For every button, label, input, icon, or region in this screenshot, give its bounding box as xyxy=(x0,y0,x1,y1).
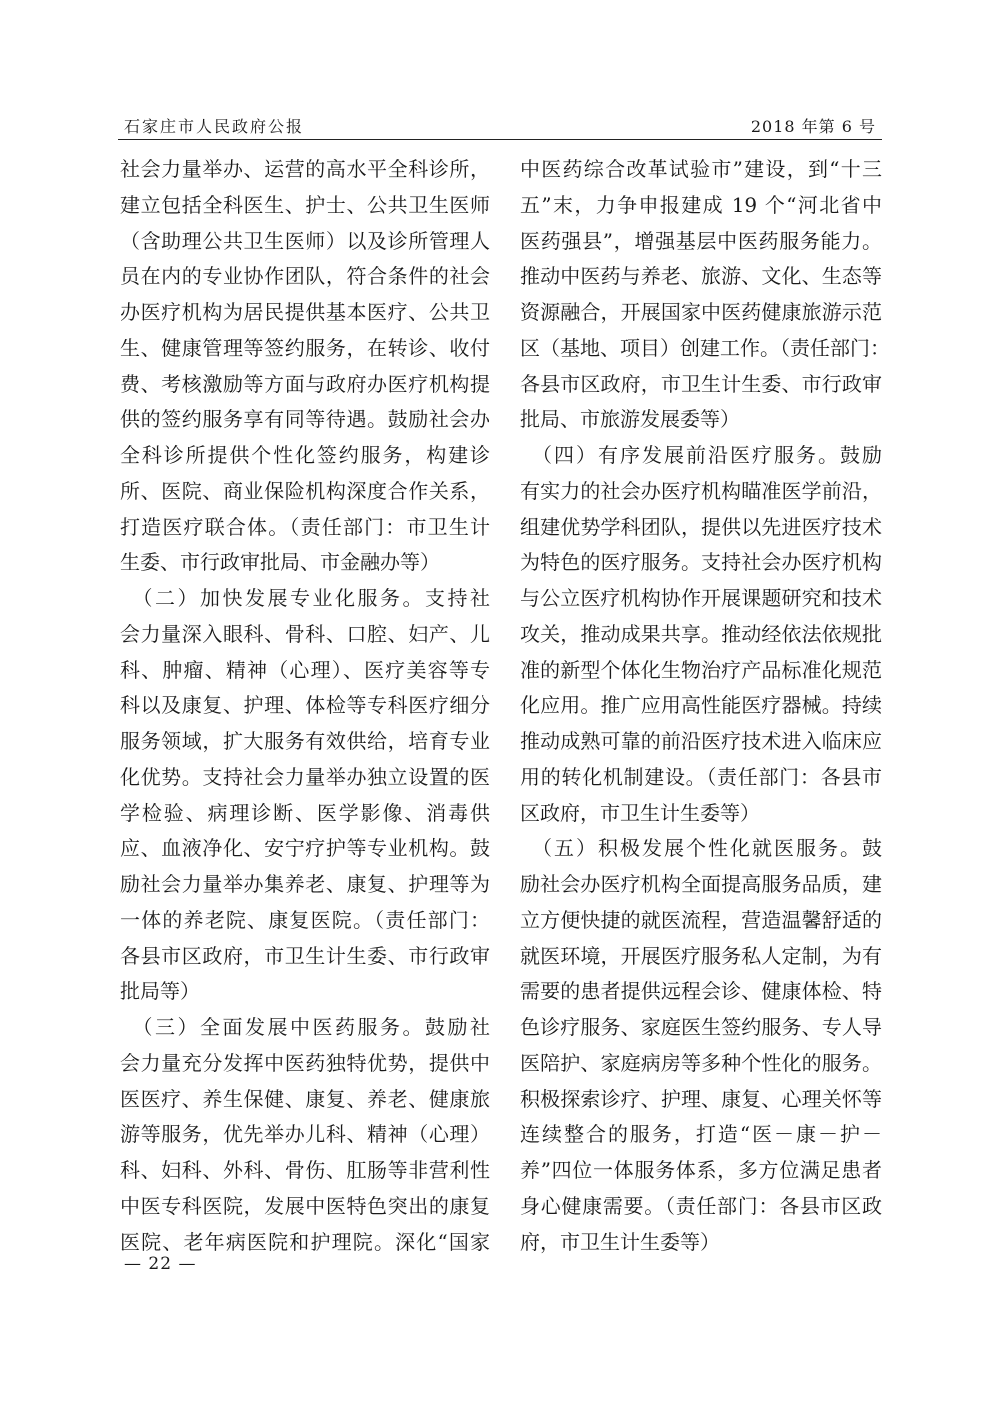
text-line: 区政府，市卫生计生委等） xyxy=(520,800,760,825)
text-line: 养”四位一体服务体系，多方位满足患者 xyxy=(520,1158,882,1182)
text-line: 为特色的医疗服务。支持社会办医疗机构 xyxy=(520,550,882,575)
text-line: （五）积极发展个性化就医服务。鼓 xyxy=(520,836,882,861)
text-line: 有实力的社会办医疗机构瞄准医学前沿， xyxy=(520,478,882,503)
text-line: 组建优势学科团队，提供以先进医疗技术 xyxy=(520,514,882,539)
text-line: 科、妇科、外科、骨伤、肛肠等非营利性 xyxy=(120,1158,490,1182)
text-line: 连续整合的服务，打造“医－康－护－ xyxy=(520,1122,882,1147)
text-line: 推动中医药与养老、旅游、文化、生态等 xyxy=(520,264,882,289)
text-line: 中医药综合改革试验市”建设，到“十三 xyxy=(520,157,882,181)
text-line: 用的转化机制建设。（责任部门：各县市 xyxy=(520,764,882,789)
text-line: （二）加快发展专业化服务。支持社 xyxy=(120,586,490,610)
text-line: 游等服务，优先举办儿科、精神（心理） xyxy=(120,1122,490,1147)
text-line: 各县市区政府，市卫生计生委、市行政审 xyxy=(120,943,490,968)
page-number: — 22 — xyxy=(124,1254,197,1274)
text-line: 需要的患者提供远程会诊、健康体检、特 xyxy=(520,979,882,1004)
text-line: 积极探索诊疗、护理、康复、心理关怀等 xyxy=(520,1086,882,1111)
header-divider xyxy=(118,139,882,140)
text-line: 色诊疗服务、家庭医生签约服务、专人导 xyxy=(520,1015,882,1039)
text-line: 全科诊所提供个性化签约服务，构建诊 xyxy=(120,443,490,467)
text-line: （三）全面发展中医药服务。鼓励社 xyxy=(120,1015,490,1039)
text-line: 会力量充分发挥中医药独特优势，提供中 xyxy=(120,1050,490,1075)
text-line: 立方便快捷的就医流程，营造温馨舒适的 xyxy=(520,907,882,932)
text-line: 服务领域，扩大服务有效供给，培育专业 xyxy=(120,729,490,753)
text-line: 医医疗、养生保健、康复、养老、健康旅 xyxy=(120,1086,490,1111)
text-line: 所、医院、商业保险机构深度合作关系， xyxy=(120,478,490,503)
left-column xyxy=(120,152,490,1260)
text-line: 供的签约服务享有同等待遇。鼓励社会办 xyxy=(120,407,490,432)
text-line: 府，市卫生计生委等） xyxy=(520,1229,720,1254)
text-line: 一体的养老院、康复医院。（责任部门： xyxy=(120,907,490,932)
text-line: 医药强县”，增强基层中医药服务能力。 xyxy=(520,228,882,253)
text-line: 化优势。支持社会力量举办独立设置的医 xyxy=(120,764,490,789)
text-line: 社会力量举办、运营的高水平全科诊所， xyxy=(120,157,490,181)
text-line: 化应用。推广应用高性能医疗器械。持续 xyxy=(520,693,882,718)
text-line: 推动成熟可靠的前沿医疗技术进入临床应 xyxy=(520,729,882,753)
right-column xyxy=(520,152,890,1260)
text-line: 医陪护、家庭病房等多种个性化的服务。 xyxy=(520,1050,882,1075)
text-line: 准的新型个体化生物治疗产品标准化规范 xyxy=(520,657,882,682)
text-line: 五”末，力争申报建成 19 个“河北省中 xyxy=(520,192,882,217)
text-line: 与公立医疗机构协作开展课题研究和技术 xyxy=(520,586,882,610)
text-line: 资源融合，开展国家中医药健康旅游示范 xyxy=(520,300,882,324)
text-line: 医院、老年病医院和护理院。深化“国家 xyxy=(120,1229,490,1254)
text-line: 员在内的专业协作团队，符合条件的社会 xyxy=(120,264,490,289)
issue-number: 2018 年第 6 号 xyxy=(750,117,876,136)
text-line: 中医专科医院，发展中医特色突出的康复 xyxy=(120,1193,490,1218)
text-line: 批局、市旅游发展委等） xyxy=(520,407,740,432)
text-line: 打造医疗联合体。（责任部门：市卫生计 xyxy=(120,514,490,539)
text-line: 励社会力量举办集养老、康复、护理等为 xyxy=(120,872,490,896)
text-line: 身心健康需要。（责任部门：各县市区政 xyxy=(520,1193,882,1218)
text-line: 会力量深入眼科、骨科、口腔、妇产、儿 xyxy=(120,621,490,646)
text-line: 应、血液净化、安宁疗护等专业机构。鼓 xyxy=(120,836,490,861)
text-line: 励社会办医疗机构全面提高服务品质，建 xyxy=(520,872,882,896)
text-line: 区（基地、项目）创建工作。（责任部门： xyxy=(520,335,890,360)
text-line: （四）有序发展前沿医疗服务。鼓励 xyxy=(520,443,882,467)
text-line: 科、肿瘤、精神（心理）、医疗美容等专 xyxy=(120,657,490,682)
text-line: 费、考核激励等方面与政府办医疗机构提 xyxy=(120,371,490,396)
text-line: 学检验、病理诊断、医学影像、消毒供 xyxy=(120,800,490,825)
text-line: 各县市区政府，市卫生计生委、市行政审 xyxy=(520,371,882,396)
text-line: 就医环境，开展医疗服务私人定制，为有 xyxy=(520,943,882,968)
text-line: 生委、市行政审批局、市金融办等） xyxy=(120,550,440,575)
text-line: 攻关，推动成果共享。推动经依法依规批 xyxy=(520,621,882,646)
text-line: 生、健康管理等签约服务，在转诊、收付 xyxy=(120,335,490,360)
text-line: 建立包括全科医生、护士、公共卫生医师 xyxy=(120,192,490,217)
text-line: （含助理公共卫生医师）以及诊所管理人 xyxy=(120,228,490,253)
journal-title: 石家庄市人民政府公报 xyxy=(124,117,305,136)
text-line: 办医疗机构为居民提供基本医疗、公共卫 xyxy=(120,300,490,324)
text-line: 批局等） xyxy=(120,979,200,1004)
text-line: 科以及康复、护理、体检等专科医疗细分 xyxy=(120,693,490,718)
